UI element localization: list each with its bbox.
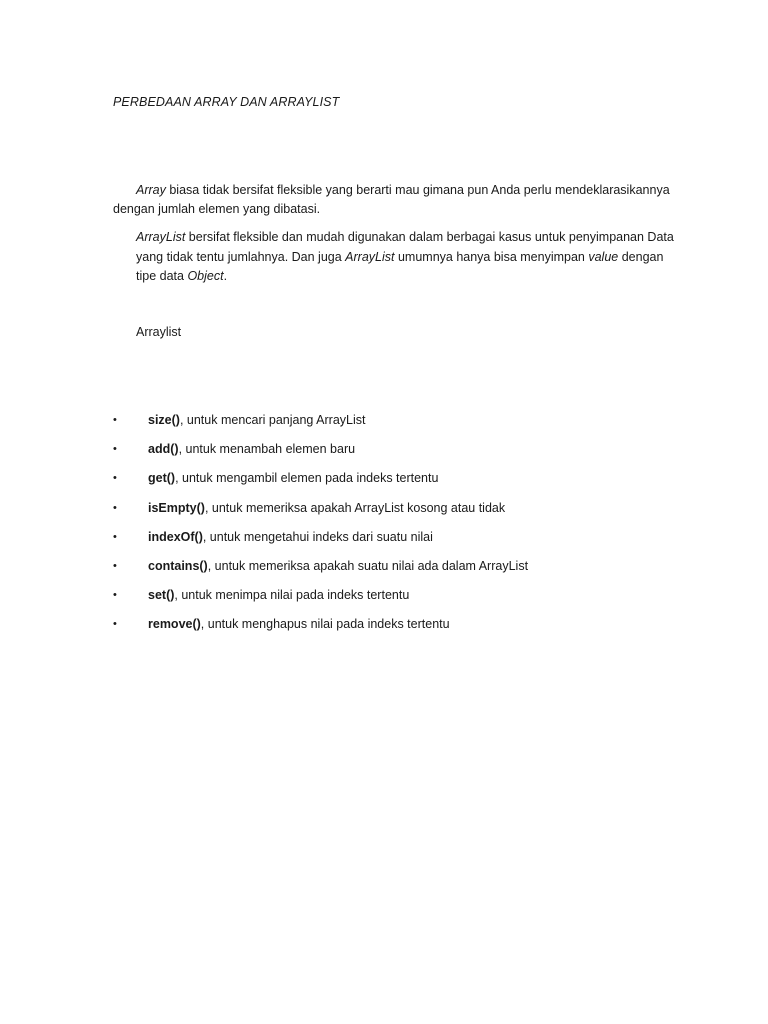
list-item <box>113 528 713 557</box>
method-desc: , untuk mengetahui indeks dari suatu nilai <box>202 529 433 544</box>
method-name: remove() <box>148 617 201 632</box>
list-item-text <box>148 499 505 517</box>
bullet-icon: • <box>113 472 117 485</box>
method-list <box>113 411 713 645</box>
list-item-text <box>148 528 433 546</box>
list-item-text <box>148 469 438 487</box>
list-item-text <box>148 440 355 458</box>
method-name: set() <box>148 588 175 603</box>
method-desc: , untuk menghapus nilai pada indeks tertentu <box>200 617 450 632</box>
list-item <box>113 411 713 440</box>
method-desc: , untuk memeriksa apakah ArrayList kosong atau tidak <box>204 500 506 515</box>
method-name: isEmpty() <box>148 500 205 515</box>
list-item <box>113 440 713 469</box>
list-item-text <box>148 411 365 429</box>
method-desc: , untuk memeriksa apakah suatu nilai ada dalam ArrayList <box>207 558 529 573</box>
arraylist-term-2: ArrayList <box>345 249 395 264</box>
arraylist-subheading: Arraylist <box>136 325 182 339</box>
arraylist-text-b: umumnya hanya bisa menyimpan <box>394 249 589 264</box>
bullet-icon: • <box>113 618 117 631</box>
list-item-text <box>148 586 409 604</box>
bullet-icon: • <box>113 559 117 572</box>
object-term: Object <box>187 269 224 283</box>
arraylist-text-c: dengan tipe data <box>136 249 664 283</box>
method-desc: , untuk mencari panjang ArrayList <box>179 413 366 427</box>
page-title: PERBEDAAN ARRAY DAN ARRAYLIST <box>113 95 340 109</box>
method-desc: , untuk menimpa nilai pada indeks tertentu <box>174 588 410 603</box>
method-name: indexOf() <box>148 529 203 544</box>
value-term: value <box>588 249 619 264</box>
array-term: Array <box>136 183 166 197</box>
method-name: contains() <box>148 558 208 573</box>
bullet-icon: • <box>113 443 117 456</box>
list-item-text <box>148 557 528 575</box>
array-paragraph-text: biasa tidak bersifat fleksible yang berarti mau gimana pun Anda perlu mendeklarasikannya dengan jumlah elemen yang dibatasi. <box>113 183 670 216</box>
list-item <box>113 586 713 615</box>
list-item <box>113 469 713 498</box>
method-name: size() <box>148 413 180 427</box>
list-item-text <box>148 615 450 633</box>
method-desc: , untuk mengambil elemen pada indeks tertentu <box>175 471 439 486</box>
list-item <box>113 557 713 586</box>
arraylist-text-a: bersifat fleksible dan mudah digunakan dalam berbagai kasus untuk penyimpanan Data yang tidak tentu jumlahnya. Dan juga <box>136 230 674 264</box>
arraylist-text-d: . <box>223 269 228 283</box>
list-item <box>113 615 713 644</box>
bullet-icon: • <box>113 501 117 514</box>
list-item <box>113 499 713 528</box>
bullet-icon: • <box>113 414 117 426</box>
arraylist-term: ArrayList <box>136 230 186 244</box>
method-desc: , untuk menambah elemen baru <box>178 442 356 457</box>
array-paragraph <box>113 181 713 219</box>
bullet-icon: • <box>113 530 117 543</box>
method-name: add() <box>148 442 179 457</box>
bullet-icon: • <box>113 589 117 602</box>
arraylist-paragraph <box>136 228 676 287</box>
method-name: get() <box>148 471 176 486</box>
